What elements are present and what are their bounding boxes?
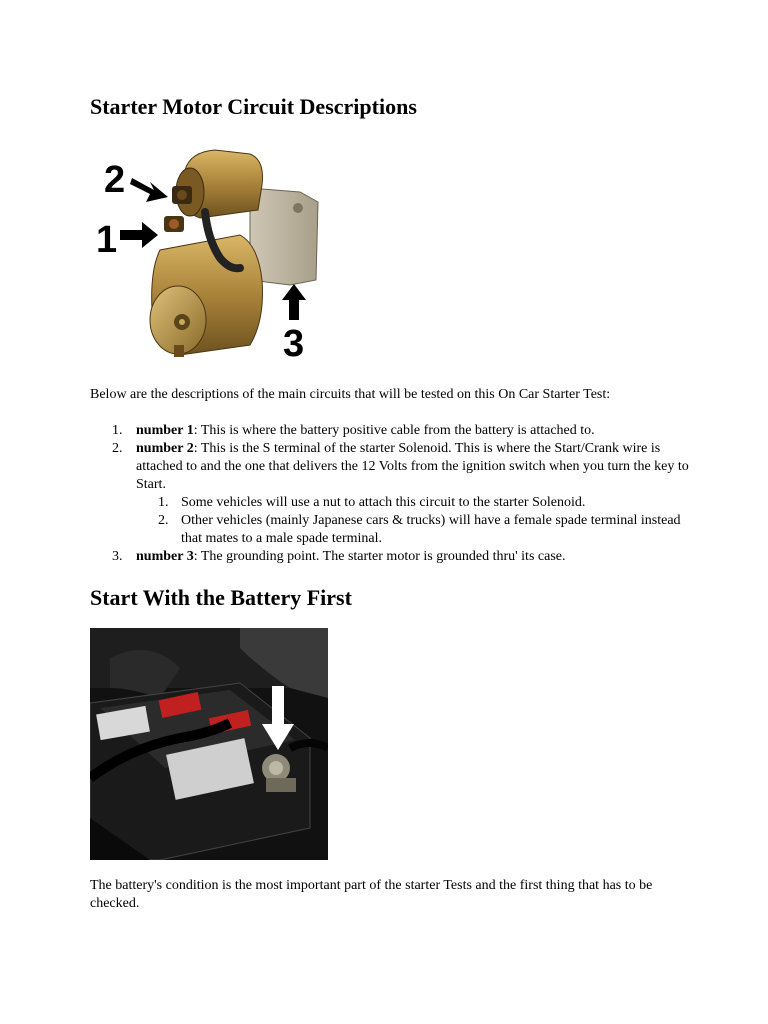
list-number: 1. (112, 423, 123, 438)
list-item-text: : This is the S terminal of the starter Solenoid. This is where the Start/Crank wire is attached to and the one that delivers the 12 Volts from the ignition switch when you turn the key to Start. (136, 441, 689, 492)
list-item-text: : The grounding point. The starter motor is grounded thru' its case. (193, 549, 566, 564)
section-heading-battery-first: Start With the Battery First (90, 585, 352, 610)
list-item-term: number 3 (136, 549, 194, 564)
list-item-term: number 1 (136, 423, 194, 438)
circuit-list (90, 422, 690, 566)
list-item (90, 440, 690, 494)
sub-list-number: 2. (158, 513, 169, 528)
sub-list-item (90, 494, 690, 512)
section-heading-starter-circuits: Starter Motor Circuit Descriptions (90, 94, 417, 119)
motor-label-2: 2 (104, 159, 126, 201)
sub-list-item-text: Other vehicles (mainly Japanese cars & trucks) will have a female spade terminal instead that mates to a male spade terminal. (181, 513, 681, 546)
sub-list-number: 1. (158, 495, 169, 510)
battery-paragraph: The battery's condition is the most important part of the starter Tests and the first thing that has to be checked. (90, 878, 653, 911)
motor-label-1: 1 (96, 219, 118, 261)
list-item (90, 422, 690, 440)
motor-label-3: 3 (283, 323, 305, 365)
starter-motor-image (90, 140, 320, 366)
list-item-term: number 2 (136, 441, 194, 456)
sub-list-item (90, 512, 690, 548)
battery-image (90, 628, 328, 860)
list-number: 2. (112, 441, 123, 456)
list-item (90, 548, 690, 566)
sub-list-item-text: Some vehicles will use a nut to attach this circuit to the starter Solenoid. (181, 495, 586, 510)
list-number: 3. (112, 549, 123, 564)
intro-paragraph: Below are the descriptions of the main circuits that will be tested on this On Car Starter Test: (90, 387, 611, 402)
list-item-text: : This is where the battery positive cable from the battery is attached to. (193, 423, 595, 438)
